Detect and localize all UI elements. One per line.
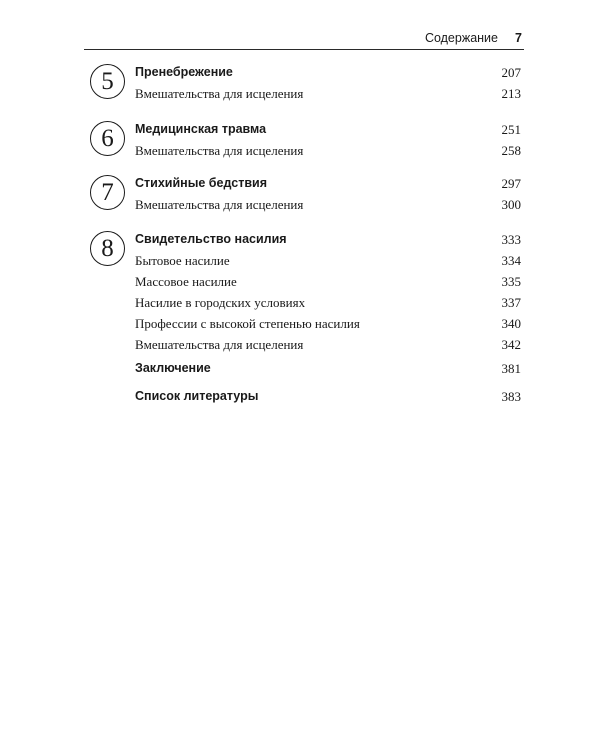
entry-page: 300 [501,197,521,212]
entry-page: 381 [501,361,521,376]
entry-label: Вмешательства для исцеления [135,86,304,101]
entry-page: 207 [501,65,521,80]
running-head-title: Содержание [424,31,498,45]
entry-label: Стихийные бедствия [135,176,267,190]
entry-label: Профессии с высокой степенью насилия [135,316,360,331]
running-head-page-number: 7 [515,31,522,45]
entry-page: 340 [501,316,521,331]
toc-entry-subsection[interactable] [135,86,521,106]
toc-entry-bibliography[interactable] [135,389,521,409]
entry-label: Вмешательства для исцеления [135,197,304,212]
toc-entry-chapter-title[interactable] [135,65,521,85]
chapter-number-badge: 8 [90,231,125,266]
toc-entry-conclusion[interactable] [135,361,521,381]
toc-entry-chapter-title[interactable] [135,176,521,196]
toc-entry-subsection[interactable] [135,197,521,217]
entry-page: 335 [501,274,521,289]
entry-page: 258 [501,143,521,158]
entry-label: Заключение [135,361,211,375]
toc-entry-subsection[interactable] [135,253,521,273]
entry-label: Свидетельство насилия [135,232,287,246]
entry-page: 297 [501,176,521,191]
entry-label: Пренебрежение [135,65,233,79]
running-head [84,29,524,50]
entry-page: 333 [501,232,521,247]
entry-label: Бытовое насилие [135,253,230,268]
chapter-number-badge: 7 [90,175,125,210]
entry-label: Насилие в городских условиях [135,295,306,310]
entry-label: Список литературы [135,389,259,403]
toc-entry-chapter-title[interactable] [135,232,521,252]
entry-page: 334 [501,253,521,268]
toc-entry-subsection[interactable] [135,274,521,294]
entry-label: Массовое насилие [135,274,237,289]
toc-entry-subsection[interactable] [135,143,521,163]
toc-entry-subsection[interactable] [135,295,521,315]
chapter-number-badge: 5 [90,64,125,99]
entry-label: Вмешательства для исцеления [135,337,304,352]
chapter-number-badge: 6 [90,121,125,156]
entry-page: 213 [501,86,521,101]
entry-page: 251 [501,122,521,137]
entry-label: Медицинская травма [135,122,267,136]
toc-entry-chapter-title[interactable] [135,122,521,142]
entry-page: 337 [501,295,521,310]
toc-entry-subsection[interactable] [135,337,521,357]
entry-page: 342 [501,337,521,352]
entry-label: Вмешательства для исцеления [135,143,304,158]
toc-entry-subsection[interactable] [135,316,521,336]
entry-page: 383 [501,389,521,404]
